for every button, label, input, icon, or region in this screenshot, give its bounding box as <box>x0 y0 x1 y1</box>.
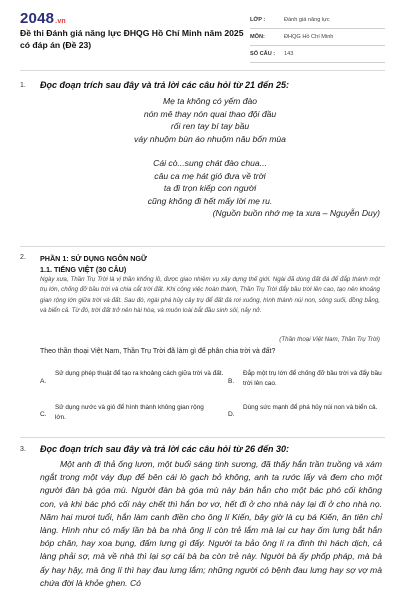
option-a-letter: A. <box>40 378 47 385</box>
question-number: 3. <box>20 446 26 453</box>
meta-table <box>250 12 385 63</box>
question-prompt: Đọc đoạn trích sau đây và trả lời các câu hỏi từ 21 đến 25: <box>40 80 290 90</box>
option-b[interactable]: Đắp một trụ lớn để chống đỡ bầu trời và đẩy bầu trời lên cao. <box>243 370 382 387</box>
question-number: 2. <box>20 254 26 261</box>
poem-line: nón mê thay nón quai thao đội đầu <box>143 108 277 119</box>
reading-passage: Một anh đi thả ống lươn, một buổi sáng tinh sương, đã thấy hắn trần truồng và xám ngắt trong một váy đụp để bên cái lò gạch bỏ không, anh ta rước lấy và đem cho một người đàn bà góa mù. Người đàn bà góa mù này bán hắn cho một bác phó cối không con, và khi bác phó cối này chết thì hắn bơ vơ, hết đi ở cho nhà này lại đi ở cho nhà nọ. Năm hai mươi tuổi, hắn làm canh điền cho ông lí Kiến, bây giờ là cụ bá Kiến, ăn tiên chỉ làng. Hình như có mấy lần bà ba nhà ông lí còn trẻ lắm mà lại cư hay ốm lưng bắt hắn bóp chân, hay xoa bụng, đấm lưng gì đấy. Người ta bảo ông lí ra đình thì hách dịch, cả làng phải sợ, mà về nhà thì lại sợ cái bà ba còn trẻ này. Người bà ấy phốp pháp, mà bà ấy hay hậy, mà ông lí thì hay đau lưng lắm; những người có bệnh đau lưng hay sợ vợ mà chứa đời là khỏe ghen. Có <box>40 459 382 588</box>
passage-source: (Thần thoại Việt Nam, Thần Trụ Trời) <box>279 336 380 343</box>
poem-line: rối ren tay bí tay bầu <box>170 121 250 131</box>
meta-label: LỚP : <box>250 17 266 23</box>
reading-passage: Ngày xưa, Thần Trụ Trời là vị thần khổng lồ, được giao nhiệm vụ xây dựng thế giới. Ngài đã dùng đất đá để đắp thành một trụ lớn, chống đỡ bầu trời và chia cắt trời đất. Khi công việc hoàn thành, Thần Trụ Trời đẩy bầu trời lên cao, tạo nên khoảng gian rộng lớn giữa trời và đất. Sau đó, ngài phá hủy cây trụ để đất đá rơi xuống, hình thành núi non, sông suối, đồng bằng, và biển cả. Từ đó, trời đất trở nên hài hòa, và muôn loài bắt đầu sinh sôi, nảy nở. <box>40 276 380 314</box>
option-c[interactable]: Sử dụng nước và gió để hình thành không gian rộng lớn. <box>55 404 204 421</box>
poem-line: váy nhuộm bùn áo nhuộm nâu bốn mùa <box>134 133 286 144</box>
meta-row-subject <box>250 29 385 46</box>
poem-line: cũng không đi hết mấy lời mẹ ru. <box>147 195 273 206</box>
meta-row-count <box>250 46 385 63</box>
option-d[interactable]: Dùng sức mạnh để phá hủy núi non và biển cả. <box>243 404 378 411</box>
meta-label: MÔN: <box>250 34 265 40</box>
poem-line: Mẹ ta không có yếm đào <box>162 96 258 106</box>
option-a[interactable]: Sử dụng phép thuật để tạo ra khoảng cách giữa trời và đất. <box>55 370 224 377</box>
meta-label: SỐ CÂU : <box>250 51 276 57</box>
section-title: PHẦN 1: SỬ DỤNG NGÔN NGỮ <box>40 254 147 263</box>
poem-block <box>40 95 380 220</box>
meta-value: Đánh giá năng lực <box>284 17 330 23</box>
subsection-title: 1.1. TIẾNG VIỆT (30 CÂU) <box>40 265 127 274</box>
poem-source: (Nguồn buồn nhớ mẹ ta xưa – Nguyễn Duy) <box>212 208 380 218</box>
poem-line: Cái cò...sung chát đào chua... <box>153 158 267 168</box>
page-title: Đề thi Đánh giá năng lực ĐHQG Hồ Chí Minh năm 2025 có đáp án (Đề 23) <box>20 28 244 50</box>
meta-value: 143 <box>284 51 294 57</box>
option-b-letter: B. <box>228 378 235 385</box>
document-header <box>0 0 400 65</box>
site-logo[interactable] <box>20 10 66 27</box>
question-stem: Theo thần thoại Việt Nam, Thần Trụ Trời đã làm gì để phân chia trời và đất? <box>40 348 276 355</box>
poem-line: ta đi trọn kiếp con người <box>163 183 257 193</box>
meta-value: ĐHQG Hồ Chí Minh <box>284 34 334 40</box>
option-d-letter: D. <box>228 411 235 418</box>
logo-text: 2048 <box>20 10 55 27</box>
divider <box>20 246 385 247</box>
poem-line: câu ca mẹ hát gió đưa về trời <box>154 170 266 181</box>
option-c-letter: C. <box>40 411 47 418</box>
meta-row-class <box>250 12 385 29</box>
divider <box>20 70 385 71</box>
divider <box>20 437 385 438</box>
question-prompt: Đọc đoạn trích sau đây và trả lời các câu hỏi từ 26 đến 30: <box>40 444 290 454</box>
logo-tld: .vn <box>55 18 66 25</box>
question-number: 1. <box>20 82 26 89</box>
